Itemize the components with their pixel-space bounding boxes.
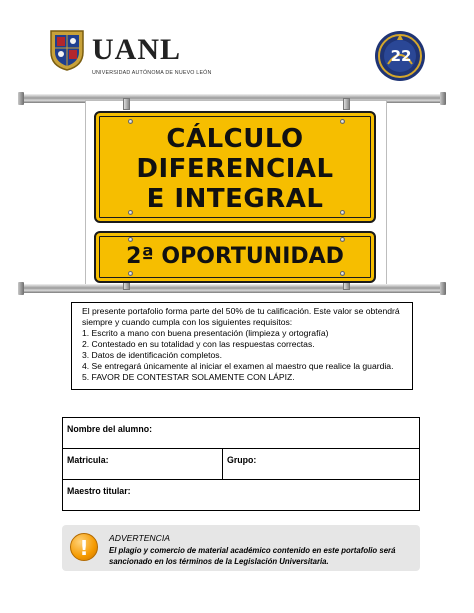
requirements-line: El presente portafolio forma parte del 50% de tu calificación. Este valor se obtendrá bbox=[82, 306, 400, 316]
group-field[interactable] bbox=[223, 449, 421, 479]
opportunity-sign bbox=[94, 231, 376, 283]
enrollment-group-row bbox=[63, 449, 419, 480]
course-title-sign bbox=[94, 111, 376, 223]
requirements-line: siempre y cuando cumpla con los siguientes requisitos: bbox=[82, 317, 293, 327]
bottom-pipe-left-cap bbox=[18, 282, 24, 295]
bolt-icon bbox=[340, 119, 345, 124]
bolt-icon bbox=[128, 119, 133, 124]
bracket-top-right bbox=[343, 98, 350, 110]
warning-text bbox=[109, 545, 395, 567]
requirements-line: 2. Contestado en su totalidad y con las respuestas correctas. bbox=[82, 339, 315, 349]
warning-title: ADVERTENCIA bbox=[109, 533, 170, 543]
opportunity-title: 2ª OPORTUNIDAD bbox=[126, 244, 344, 269]
bottom-pipe-right-cap bbox=[440, 282, 446, 295]
uanl-brand-text: UANL bbox=[92, 33, 182, 66]
requirements-line: 5. FAVOR DE CONTESTAR SOLAMENTE CON LÁPIZ. bbox=[82, 372, 295, 382]
teacher-label: Maestro titular: bbox=[67, 486, 131, 496]
anniversary-seal-icon bbox=[374, 30, 426, 82]
exclamation-mark: ! bbox=[79, 536, 89, 560]
uanl-shield-icon bbox=[47, 28, 87, 72]
course-title-line: DIFERENCIAL bbox=[136, 154, 334, 184]
course-title-line: E INTEGRAL bbox=[146, 184, 324, 214]
warning-text-line: El plagio y comercio de material académico contenido en este portafolio será bbox=[109, 546, 396, 555]
enrollment-label: Matricula: bbox=[67, 455, 109, 465]
bottom-pipe bbox=[22, 284, 442, 293]
requirements-box bbox=[71, 302, 413, 390]
teacher-row[interactable] bbox=[63, 480, 419, 511]
seal-number: 22 bbox=[390, 47, 412, 65]
course-title-line: CÁLCULO bbox=[166, 124, 304, 154]
enrollment-field[interactable] bbox=[63, 449, 222, 479]
top-pipe-right-cap bbox=[440, 92, 446, 105]
top-pipe-left-cap bbox=[18, 92, 24, 105]
bolt-icon bbox=[128, 237, 133, 242]
requirements-line: 3. Datos de identificación completos. bbox=[82, 350, 222, 360]
student-name-label: Nombre del alumno: bbox=[67, 424, 153, 434]
group-label: Grupo: bbox=[227, 455, 257, 465]
warning-box bbox=[62, 525, 420, 571]
student-data-form bbox=[62, 417, 420, 511]
uanl-brand-subtitle: UNIVERSIDAD AUTÓNOMA DE NUEVO LEÓN bbox=[92, 70, 212, 76]
requirements-line: 1. Escrito a mano con buena presentación (limpieza y ortografía) bbox=[82, 328, 329, 338]
uanl-logo bbox=[47, 28, 212, 78]
student-name-row[interactable] bbox=[63, 418, 419, 449]
exclamation-icon bbox=[70, 533, 98, 561]
bolt-icon bbox=[340, 271, 345, 276]
warning-text-line: sancionado en los términos de la Legislación Universitaria. bbox=[109, 557, 329, 566]
bracket-top-left bbox=[123, 98, 130, 110]
bolt-icon bbox=[340, 237, 345, 242]
requirements-line: 4. Se entregará únicamente al iniciar el examen al maestro que realice la guardia. bbox=[82, 361, 394, 371]
bolt-icon bbox=[128, 271, 133, 276]
